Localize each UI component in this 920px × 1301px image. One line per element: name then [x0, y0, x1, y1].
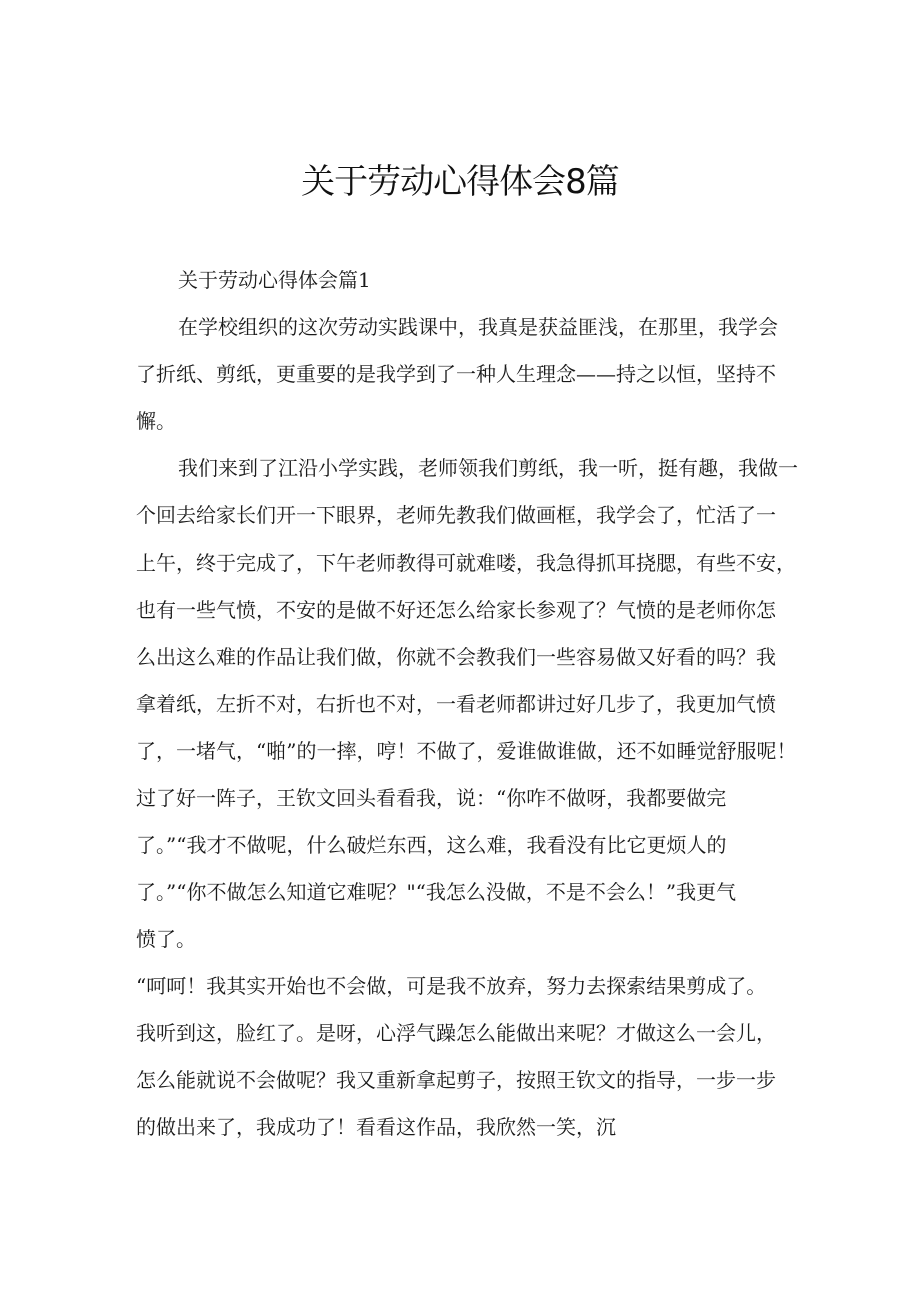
paragraph-line: 也有一些气愤，不安的是做不好还怎么给家长参观了？气愤的是老师你怎	[136, 598, 776, 622]
paragraph-line: 了，一堵气，“啪”的一摔，哼！不做了，爱谁做谁做，还不如睡觉舒服呢！	[136, 739, 797, 763]
paragraph-line: 个回去给家长们开一下眼界，老师先教我们做画框，我学会了，忙活了一	[136, 503, 776, 527]
paragraph-line: 过了好一阵子，王钦文回头看看我，说：“你咋不做呀，我都要做完	[136, 786, 727, 810]
paragraph-line: 了折纸、剪纸，更重要的是我学到了一种人生理念——持之以恒，坚持不	[136, 362, 776, 386]
paragraph-line: 愤了。	[136, 927, 196, 951]
paragraph-line: 我听到这，脸红了。是呀，心浮气躁怎么能做出来呢？才做这么一会儿，	[136, 1021, 776, 1045]
paragraph-line: 的做出来了，我成功了！看看这作品，我欣然一笑，沉	[136, 1115, 616, 1139]
paragraph-line: 懈。	[136, 409, 176, 433]
paragraph-line: 么出这么难的作品让我们做，你就不会教我们一些容易做又好看的吗？我	[136, 645, 776, 669]
section-heading: 关于劳动心得体会篇1	[178, 268, 371, 292]
paragraph-line: 在学校组织的这次劳动实践课中，我真是获益匪浅，在那里，我学会	[178, 315, 778, 339]
paragraph-line: 怎么能就说不会做呢？我又重新拿起剪子，按照王钦文的指导，一步一步	[136, 1068, 776, 1092]
paragraph-line: 了。”“我才不做呢，什么破烂东西，这么难，我看没有比它更烦人的	[136, 833, 727, 857]
paragraph-line: 了。”“你不做怎么知道它难呢？"“我怎么没做，不是不会么！”我更气	[136, 880, 737, 904]
document-title: 关于劳动心得体会8篇	[301, 162, 619, 202]
paragraph-line: 拿着纸，左折不对，右折也不对，一看老师都讲过好几步了，我更加气愤	[136, 692, 776, 716]
paragraph-line: 上午，终于完成了，下午老师教得可就难喽，我急得抓耳挠腮，有些不安，	[136, 551, 796, 575]
paragraph-line: 我们来到了江沿小学实践，老师领我们剪纸，我一听，挺有趣，我做一	[178, 456, 798, 480]
paragraph-line: “呵呵！我其实开始也不会做，可是我不放弃，努力去探索结果剪成了。	[136, 974, 767, 998]
